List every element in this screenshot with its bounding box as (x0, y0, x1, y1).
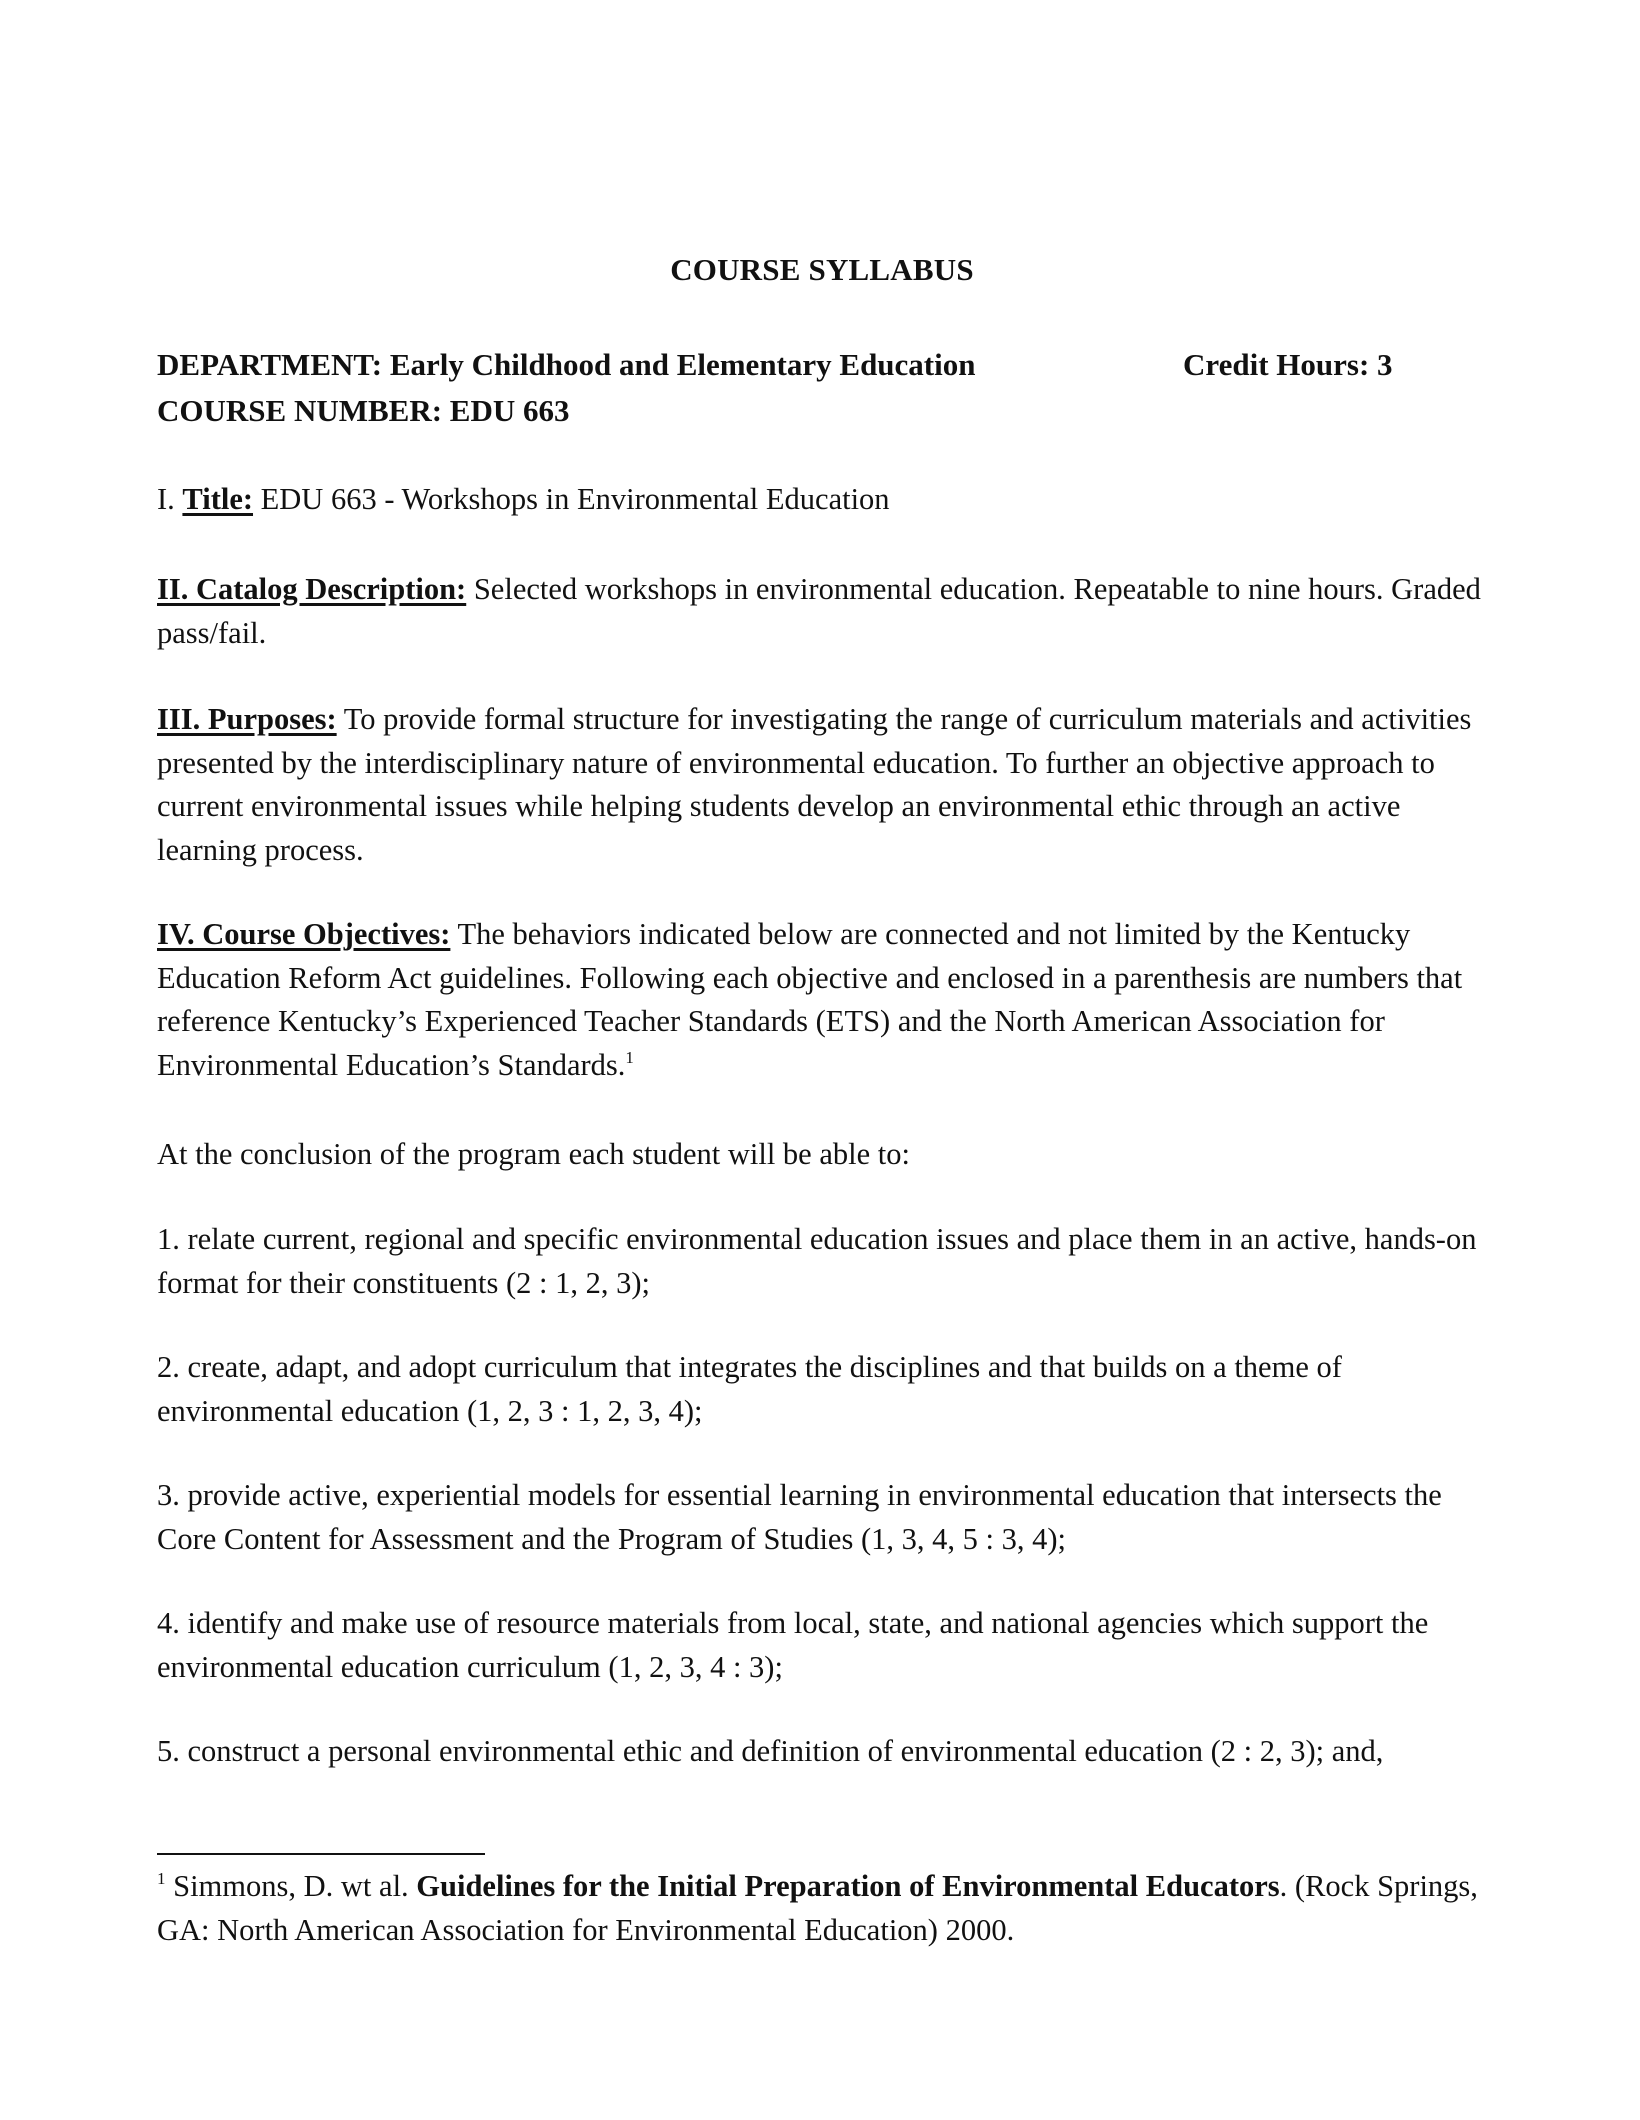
section-title-label: Title: (182, 482, 254, 516)
objective-item-5: 5. construct a personal environmental ethic and definition of environmental education (2 : 2, 3); and, (157, 1734, 1384, 1768)
footnote-ref: 1 (625, 1047, 634, 1067)
section-title-prefix: I. (157, 482, 183, 516)
department-line: DEPARTMENT: Early Childhood and Elementary Education (157, 347, 976, 382)
footnote-number: 1 (157, 1869, 166, 1888)
credit-hours: Credit Hours: 3 (1183, 347, 1393, 382)
section-purposes (157, 698, 1487, 872)
footnote-text-before: Simmons, D. wt al. (165, 1869, 417, 1903)
course-number: COURSE NUMBER: EDU 663 (157, 393, 570, 428)
course-objectives-text: The behaviors indicated below are connected and not limited by the Kentucky Education Reform Act guidelines. Following each objective and enclosed in a parenthesis are numbers that reference Kentucky’s Experienced Teacher Standards (ETS) and the North American Association for Environmental Education’s Standards. (157, 917, 1463, 1082)
purposes-text: To provide formal structure for investigating the range of curriculum materials and activities presented by the interdisciplinary nature of environmental education. To further an objective approach to current environmental issues while helping students develop an environmental ethic through an active learning process. (157, 702, 1472, 867)
catalog-description-text: Selected workshops in environmental education. Repeatable to nine hours. Graded pass/fail. (157, 572, 1481, 650)
objective-item-3: 3. provide active, experiential models for essential learning in environmental education that intersects the Core Content for Assessment and the Program of Studies (1, 3, 4, 5 : 3, 4); (157, 1478, 1442, 1556)
footnote-divider (157, 1853, 485, 1855)
catalog-description-label: II. Catalog Description: (157, 572, 467, 606)
purposes-label: III. Purposes: (157, 702, 337, 736)
objectives-intro: At the conclusion of the program each student will be able to: (157, 1137, 910, 1171)
footnote-book-title: Guidelines for the Initial Preparation of Environmental Educators (416, 1869, 1280, 1903)
objective-item-1: 1. relate current, regional and specific environmental education issues and place them in an active, hands-on format for their constituents (2 : 1, 2, 3); (157, 1222, 1477, 1300)
course-objectives-label: IV. Course Objectives: (157, 917, 451, 951)
section-title (157, 478, 1487, 522)
objective-item-4: 4. identify and make use of resource materials from local, state, and national agencies which support the environmental education curriculum (1, 2, 3, 4 : 3); (157, 1606, 1429, 1684)
section-catalog-description (157, 568, 1487, 655)
section-course-objectives (157, 913, 1487, 1087)
department-header (157, 342, 1399, 434)
objective-item-2: 2. create, adapt, and adopt curriculum that integrates the disciplines and that builds on a theme of environmental education (1, 2, 3 : 1, 2, 3, 4); (157, 1350, 1342, 1428)
document-title: COURSE SYLLABUS (670, 252, 974, 287)
footnote-text-after: . (Rock Springs, GA: North American Association for Environmental Education) 2000. (157, 1869, 1478, 1947)
footnote (157, 1864, 1487, 1952)
section-title-text: EDU 663 - Workshops in Environmental Education (253, 482, 890, 516)
